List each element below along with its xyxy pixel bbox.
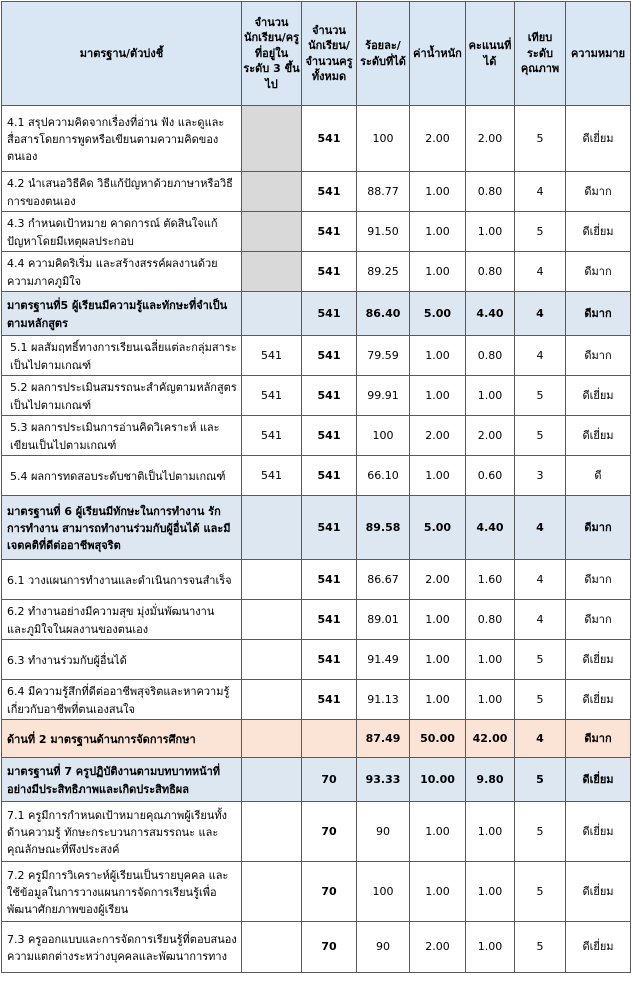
meaning-cell: ดีมาก — [566, 600, 631, 640]
total-students-cell: 541 — [302, 252, 357, 292]
indicator-row — [2, 172, 631, 212]
score-cell: 0.80 — [466, 336, 515, 376]
weight-cell: 1.00 — [410, 252, 466, 292]
quality-level-cell: 5 — [515, 640, 566, 680]
percent-cell: 100 — [357, 416, 410, 456]
quality-level-cell: 4 — [515, 336, 566, 376]
score-cell: 1.00 — [466, 212, 515, 252]
meaning-cell: ดีมาก — [566, 496, 631, 560]
meaning-cell: ดีมาก — [566, 720, 631, 758]
weight-cell: 2.00 — [410, 106, 466, 172]
indicator-row — [2, 600, 631, 640]
indicator-label: 6.3 ทำงานร่วมกับผู้อื่นได้ — [2, 640, 242, 680]
indicator-row — [2, 922, 631, 973]
side-summary-row — [2, 720, 631, 758]
percent-cell: 89.58 — [357, 496, 410, 560]
indicator-label: 5.1 ผลสัมฤทธิ์ทางการเรียนเฉลี่ยแต่ละกลุ่มสาระเป็นไปตามเกณฑ์ — [2, 336, 242, 376]
header-percent: ร้อยละ/ระดับที่ได้ — [357, 2, 410, 106]
quality-level-cell: 5 — [515, 212, 566, 252]
percent-cell: 89.25 — [357, 252, 410, 292]
weight-cell: 1.00 — [410, 172, 466, 212]
students-level3-cell — [242, 496, 302, 560]
meaning-cell: ดีเยี่ยม — [566, 862, 631, 922]
score-cell: 1.00 — [466, 640, 515, 680]
quality-level-cell: 5 — [515, 680, 566, 720]
indicator-label: 4.3 กำหนดเป้าหมาย คาดการณ์ ตัดสินใจแก้ปัญหาโดยมีเหตุผลประกอบ — [2, 212, 242, 252]
meaning-cell: ดีมาก — [566, 336, 631, 376]
indicator-label: ด้านที่ 2 มาตรฐานด้านการจัดการศึกษา — [2, 720, 242, 758]
weight-cell: 1.00 — [410, 680, 466, 720]
indicator-label: 7.1 ครูมีการกำหนดเป้าหมายคุณภาพผู้เรียนทั้งด้านความรู้ ทักษะกระบวนการสมรรถนะ และคุณลักษณะที่พึงประสงค์ — [2, 802, 242, 862]
score-cell: 1.00 — [466, 922, 515, 973]
students-level3-cell — [242, 172, 302, 212]
header-row — [2, 2, 631, 106]
indicator-label: 6.4 มีความรู้สึกที่ดีต่ออาชีพสุจริตและหาความรู้เกี่ยวกับอาชีพที่ตนเองสนใจ — [2, 680, 242, 720]
students-level3-cell — [242, 802, 302, 862]
score-cell: 1.00 — [466, 862, 515, 922]
weight-cell: 1.00 — [410, 336, 466, 376]
score-cell: 0.80 — [466, 172, 515, 212]
meaning-cell: ดีมาก — [566, 560, 631, 600]
meaning-cell: ดีมาก — [566, 252, 631, 292]
weight-cell: 1.00 — [410, 802, 466, 862]
total-students-cell — [302, 720, 357, 758]
indicator-label: 6.2 ทำงานอย่างมีความสุข มุ่งมั่นพัฒนางาน และภูมิใจในผลงานของตนเอง — [2, 600, 242, 640]
students-level3-cell — [242, 862, 302, 922]
students-level3-cell — [242, 600, 302, 640]
indicator-row — [2, 680, 631, 720]
meaning-cell: ดีเยี่ยม — [566, 758, 631, 802]
indicator-label: มาตรฐานที่5 ผู้เรียนมีความรู้และทักษะที่จำเป็นตามหลักสูตร — [2, 292, 242, 336]
meaning-cell: ดีมาก — [566, 172, 631, 212]
indicator-label: 4.2 นำเสนอวิธีคิด วิธีแก้ปัญหาด้วยภาษาหรือวิธีการของตนเอง — [2, 172, 242, 212]
weight-cell: 1.00 — [410, 862, 466, 922]
total-students-cell: 541 — [302, 292, 357, 336]
header-quality-level: เทียบระดับคุณภาพ — [515, 2, 566, 106]
header-total-students: จำนวนนักเรียน/จำนวนครูทั้งหมด — [302, 2, 357, 106]
indicator-row — [2, 212, 631, 252]
quality-level-cell: 3 — [515, 456, 566, 496]
quality-level-cell: 4 — [515, 496, 566, 560]
total-students-cell: 541 — [302, 640, 357, 680]
meaning-cell: ดีเยี่ยม — [566, 416, 631, 456]
students-level3-cell: 541 — [242, 336, 302, 376]
indicator-label: 5.4 ผลการทดสอบระดับชาติเป็นไปตามเกณฑ์ — [2, 456, 242, 496]
weight-cell: 50.00 — [410, 720, 466, 758]
quality-level-cell: 4 — [515, 172, 566, 212]
total-students-cell: 541 — [302, 680, 357, 720]
meaning-cell: ดีเยี่ยม — [566, 640, 631, 680]
score-cell: 0.80 — [466, 252, 515, 292]
header-weight: ค่าน้ำหนัก — [410, 2, 466, 106]
indicator-row — [2, 252, 631, 292]
percent-cell: 87.49 — [357, 720, 410, 758]
percent-cell: 91.49 — [357, 640, 410, 680]
meaning-cell: ดีเยี่ยม — [566, 802, 631, 862]
students-level3-cell — [242, 680, 302, 720]
students-level3-cell: 541 — [242, 416, 302, 456]
percent-cell: 90 — [357, 802, 410, 862]
weight-cell: 1.00 — [410, 212, 466, 252]
students-level3-cell — [242, 252, 302, 292]
standard-row — [2, 496, 631, 560]
percent-cell: 91.13 — [357, 680, 410, 720]
total-students-cell: 70 — [302, 802, 357, 862]
total-students-cell: 70 — [302, 862, 357, 922]
score-cell: 42.00 — [466, 720, 515, 758]
indicator-row — [2, 560, 631, 600]
weight-cell: 2.00 — [410, 560, 466, 600]
weight-cell: 5.00 — [410, 496, 466, 560]
percent-cell: 88.77 — [357, 172, 410, 212]
header-score: คะแนนที่ได้ — [466, 2, 515, 106]
quality-level-cell: 4 — [515, 292, 566, 336]
standard-row — [2, 758, 631, 802]
quality-level-cell: 5 — [515, 106, 566, 172]
students-level3-cell — [242, 758, 302, 802]
weight-cell: 5.00 — [410, 292, 466, 336]
quality-level-cell: 5 — [515, 922, 566, 973]
percent-cell: 99.91 — [357, 376, 410, 416]
percent-cell: 86.67 — [357, 560, 410, 600]
score-cell: 1.00 — [466, 680, 515, 720]
standard-row — [2, 292, 631, 336]
indicator-row — [2, 416, 631, 456]
meaning-cell: ดีมาก — [566, 292, 631, 336]
indicator-label: 5.3 ผลการประเมินการอ่านคิดวิเคราะห์ และเขียนเป็นไปตามเกณฑ์ — [2, 416, 242, 456]
score-cell: 1.60 — [466, 560, 515, 600]
students-level3-cell — [242, 106, 302, 172]
percent-cell: 90 — [357, 922, 410, 973]
indicator-row — [2, 376, 631, 416]
weight-cell: 1.00 — [410, 600, 466, 640]
indicator-label: มาตรฐานที่ 7 ครูปฏิบัติงานตามบทบาทหน้าที่อย่างมีประสิทธิภาพและเกิดประสิทธิผล — [2, 758, 242, 802]
quality-level-cell: 5 — [515, 802, 566, 862]
header-students-level3: จำนวนนักเรียน/ครูที่อยู่ในระดับ 3 ขึ้นไป — [242, 2, 302, 106]
students-level3-cell: 541 — [242, 376, 302, 416]
total-students-cell: 541 — [302, 560, 357, 600]
indicator-row — [2, 802, 631, 862]
quality-level-cell: 5 — [515, 758, 566, 802]
weight-cell: 2.00 — [410, 922, 466, 973]
score-cell: 1.00 — [466, 802, 515, 862]
students-level3-cell — [242, 720, 302, 758]
weight-cell: 2.00 — [410, 416, 466, 456]
percent-cell: 91.50 — [357, 212, 410, 252]
score-cell: 2.00 — [466, 106, 515, 172]
score-cell: 1.00 — [466, 376, 515, 416]
students-level3-cell — [242, 640, 302, 680]
header-standard: มาตรฐาน/ตัวบ่งชี้ — [2, 2, 242, 106]
indicator-row — [2, 640, 631, 680]
students-level3-cell — [242, 560, 302, 600]
indicator-row — [2, 862, 631, 922]
score-cell: 0.60 — [466, 456, 515, 496]
indicator-label: 4.4 ความคิดริเริ่ม และสร้างสรรค์ผลงานด้วยความภาคภูมิใจ — [2, 252, 242, 292]
indicator-row — [2, 106, 631, 172]
weight-cell: 1.00 — [410, 456, 466, 496]
score-cell: 0.80 — [466, 600, 515, 640]
students-level3-cell: 541 — [242, 456, 302, 496]
percent-cell: 100 — [357, 862, 410, 922]
total-students-cell: 541 — [302, 456, 357, 496]
indicator-label: 7.2 ครูมีการวิเคราะห์ผู้เรียนเป็นรายบุคคล และใช้ข้อมูลในการวางแผนการจัดการเรียนรู้เพื่อพัฒนาศักยภาพของผู้เรียน — [2, 862, 242, 922]
meaning-cell: ดีเยี่ยม — [566, 106, 631, 172]
percent-cell: 86.40 — [357, 292, 410, 336]
total-students-cell: 541 — [302, 600, 357, 640]
quality-level-cell: 4 — [515, 600, 566, 640]
score-cell: 4.40 — [466, 292, 515, 336]
percent-cell: 79.59 — [357, 336, 410, 376]
total-students-cell: 541 — [302, 496, 357, 560]
indicator-label: 4.1 สรุปความคิดจากเรื่องที่อ่าน ฟัง และดูและสื่อสารโดยการพูดหรือเขียนตามความคิดของตนเอง — [2, 106, 242, 172]
quality-level-cell: 4 — [515, 720, 566, 758]
meaning-cell: ดีเยี่ยม — [566, 680, 631, 720]
weight-cell: 1.00 — [410, 376, 466, 416]
total-students-cell: 541 — [302, 212, 357, 252]
quality-level-cell: 4 — [515, 560, 566, 600]
evaluation-table — [1, 1, 631, 973]
indicator-row — [2, 336, 631, 376]
quality-level-cell: 5 — [515, 862, 566, 922]
percent-cell: 93.33 — [357, 758, 410, 802]
indicator-label: 5.2 ผลการประเมินสมรรถนะสำคัญตามหลักสูตรเป็นไปตามเกณฑ์ — [2, 376, 242, 416]
total-students-cell: 70 — [302, 922, 357, 973]
weight-cell: 10.00 — [410, 758, 466, 802]
quality-level-cell: 4 — [515, 252, 566, 292]
percent-cell: 100 — [357, 106, 410, 172]
meaning-cell: ดีเยี่ยม — [566, 922, 631, 973]
students-level3-cell — [242, 292, 302, 336]
weight-cell: 1.00 — [410, 640, 466, 680]
total-students-cell: 541 — [302, 172, 357, 212]
quality-level-cell: 5 — [515, 416, 566, 456]
students-level3-cell — [242, 212, 302, 252]
percent-cell: 89.01 — [357, 600, 410, 640]
score-cell: 4.40 — [466, 496, 515, 560]
meaning-cell: ดีเยี่ยม — [566, 376, 631, 416]
quality-level-cell: 5 — [515, 376, 566, 416]
total-students-cell: 70 — [302, 758, 357, 802]
score-cell: 9.80 — [466, 758, 515, 802]
score-cell: 2.00 — [466, 416, 515, 456]
total-students-cell: 541 — [302, 336, 357, 376]
total-students-cell: 541 — [302, 106, 357, 172]
meaning-cell: ดี — [566, 456, 631, 496]
percent-cell: 66.10 — [357, 456, 410, 496]
total-students-cell: 541 — [302, 376, 357, 416]
indicator-label: 7.3 ครูออกแบบและการจัดการเรียนรู้ที่ตอบสนองความแตกต่างระหว่างบุคคลและพัฒนาการทาง — [2, 922, 242, 973]
header-meaning: ความหมาย — [566, 2, 631, 106]
indicator-row — [2, 456, 631, 496]
total-students-cell: 541 — [302, 416, 357, 456]
meaning-cell: ดีเยี่ยม — [566, 212, 631, 252]
indicator-label: มาตรฐานที่ 6 ผู้เรียนมีทักษะในการทำงาน รักการทำงาน สามารถทำงานร่วมกับผู้อื่นได้ และมีเจตคติที่ดีต่ออาชีพสุจริต — [2, 496, 242, 560]
indicator-label: 6.1 วางแผนการทำงานและดำเนินการจนสำเร็จ — [2, 560, 242, 600]
students-level3-cell — [242, 922, 302, 973]
